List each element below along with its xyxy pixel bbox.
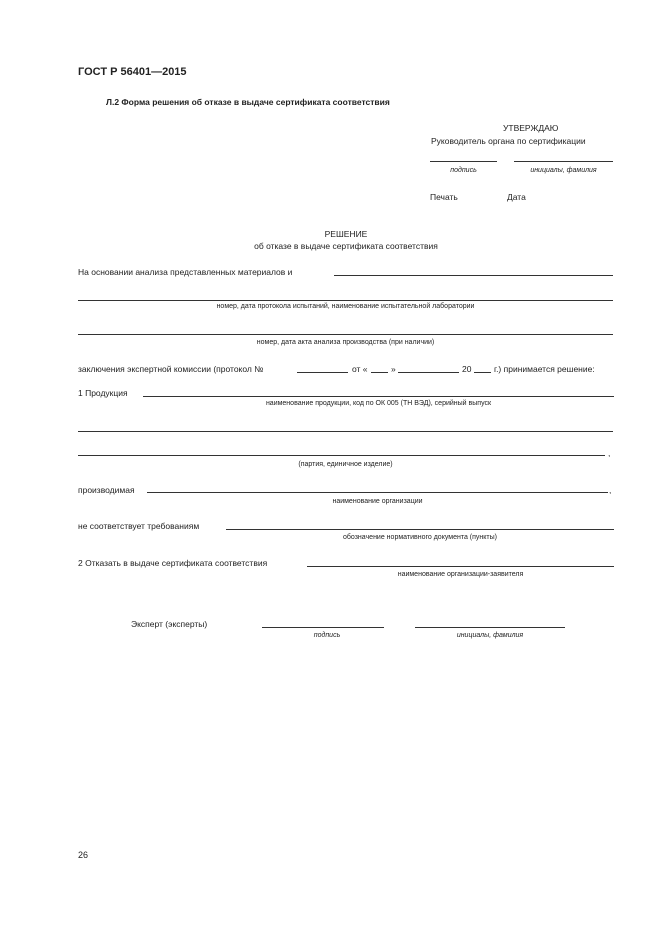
organization-line[interactable] (147, 492, 608, 493)
item1-label: 1 Продукция (78, 388, 128, 398)
protocol-line[interactable] (78, 300, 613, 301)
batch-comma: , (608, 448, 611, 458)
conclusion-decision: г.) принимается решение: (494, 364, 595, 374)
page-number: 26 (78, 850, 89, 860)
day-line[interactable] (371, 372, 388, 373)
conclusion-from: от « (352, 364, 368, 374)
expert-signature-caption: подпись (313, 632, 341, 639)
basis-line[interactable] (334, 275, 613, 276)
applicant-line[interactable] (307, 566, 614, 567)
expert-signature-line[interactable] (262, 627, 384, 628)
month-line[interactable] (398, 372, 459, 373)
batch-caption: (партия, единичное изделие) (298, 461, 393, 468)
requirements-caption: обозначение нормативного документа (пункты) (343, 534, 497, 541)
not-comply-label: не соответствует требованиям (78, 521, 200, 531)
basis-text: На основании анализа представленных материалов и (78, 267, 293, 277)
approve-label: УТВЕРЖДАЮ (503, 123, 559, 133)
batch-line[interactable] (78, 455, 605, 456)
decision-title: РЕШЕНИЕ (324, 229, 368, 239)
protocol-caption: номер, дата протокола испытаний, наименование испытательной лаборатории (216, 303, 475, 310)
conclusion-quote: » (391, 364, 396, 374)
act-caption: номер, дата акта анализа производства (при наличии) (256, 339, 435, 346)
organization-comma: , (609, 485, 612, 495)
produced-label: производимая (78, 485, 135, 495)
date-label: Дата (507, 192, 526, 202)
standard-number: ГОСТ Р 56401—2015 (78, 66, 187, 78)
protocol-number-line[interactable] (297, 372, 348, 373)
applicant-caption: наименование организации-заявителя (397, 571, 524, 578)
product-line-2[interactable] (78, 431, 613, 432)
seal-label: Печать (430, 192, 458, 202)
expert-name-line[interactable] (415, 627, 565, 628)
head-signature-line[interactable] (430, 161, 497, 162)
conclusion-text: заключения экспертной комиссии (протокол № (78, 364, 264, 374)
expert-name-caption: инициалы, фамилия (456, 632, 524, 639)
head-name-line[interactable] (514, 161, 613, 162)
head-signature-caption: подпись (450, 167, 477, 174)
organization-caption: наименование организации (332, 498, 423, 505)
head-title: Руководитель органа по сертификации (431, 136, 586, 146)
product-caption: наименование продукции, код по ОК 005 (ТН ВЭД), серийный выпуск (265, 400, 492, 407)
year-line[interactable] (474, 372, 491, 373)
item2-label: 2 Отказать в выдаче сертификата соответствия (78, 558, 268, 568)
product-line[interactable] (143, 396, 614, 397)
section-title: Л.2 Форма решения об отказе в выдаче сертификата соответствия (106, 97, 390, 107)
head-name-caption: инициалы, фамилия (530, 167, 597, 174)
expert-label: Эксперт (эксперты) (131, 619, 208, 629)
conclusion-century: 20 (462, 364, 472, 374)
requirements-line[interactable] (226, 529, 614, 530)
act-line[interactable] (78, 334, 613, 335)
decision-subtitle: об отказе в выдаче сертификата соответствия (254, 241, 438, 251)
